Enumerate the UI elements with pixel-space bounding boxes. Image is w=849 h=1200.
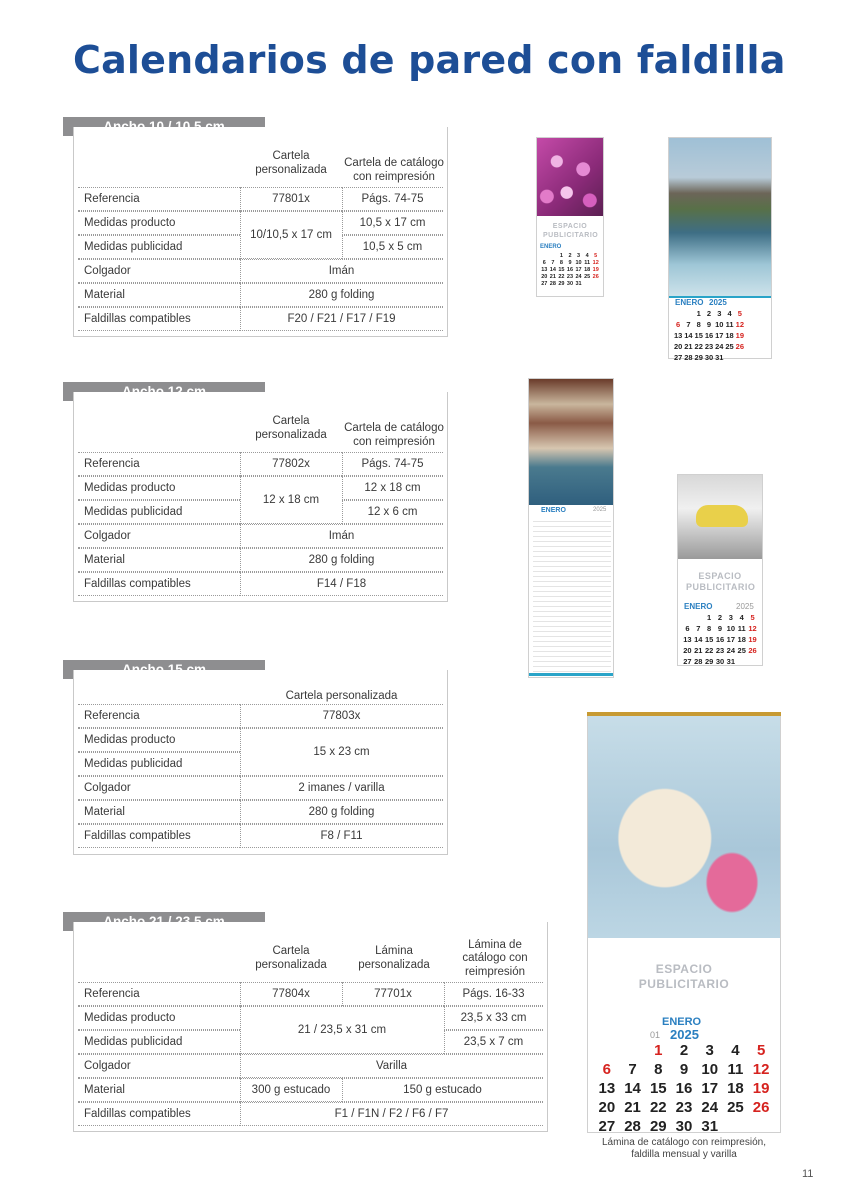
column-header: Cartela personalizada	[255, 945, 327, 971]
column-header: Cartela personalizada	[255, 415, 327, 441]
calendar-month: ENERO	[662, 1016, 702, 1028]
row-label: Faldillas compatibles	[78, 572, 240, 596]
row-label: Material	[78, 800, 240, 824]
calendar-month: ENERO	[541, 507, 566, 514]
row-label: Colgador	[78, 776, 240, 800]
row-label: Colgador	[78, 524, 240, 548]
column-header: Lámina de catálogo con reimpresión	[462, 938, 528, 978]
calendar-month: ENERO	[684, 602, 713, 611]
calendar-month: ENERO	[540, 244, 562, 250]
row-label: Referencia	[78, 452, 240, 476]
spec-table	[73, 392, 448, 602]
row-label: Medidas publicidad	[78, 752, 240, 776]
spec-table	[73, 670, 448, 855]
cell-value: 77804x	[240, 982, 342, 1006]
column-header: Lámina personalizada	[358, 945, 430, 971]
calendar-grid: 1 2 3 4 5 6 7 8 9 10 11 12 13 14 15 16 17 18 19 20 21 22 23 24 25 26 27 28 29 30 31	[598, 1042, 770, 1135]
cell-value: Págs. 16-33	[444, 982, 543, 1006]
cell-value: 150 g estucado	[342, 1078, 543, 1102]
column-divider	[342, 982, 343, 1006]
row-label: Colgador	[78, 1054, 240, 1078]
calendar-month-number: 01	[650, 1030, 661, 1040]
column-header: Cartela personalizada	[255, 150, 327, 176]
cell-value: F20 / F21 / F17 / F19	[240, 307, 443, 331]
image-caption: Lámina de catálogo con reimpresión, faldilla mensual y varilla	[602, 1137, 766, 1160]
calendar-grid: 1 2 3 4 5 6 7 8 9 10 11 12 13 14 15 16 17 18 19 20 21 22 23 24 25 26 27 28 29 30 31	[541, 253, 599, 287]
row-label: Faldillas compatibles	[78, 824, 240, 848]
dog-photo	[588, 716, 780, 938]
cell-value: 77801x	[240, 187, 342, 211]
row-label: Referencia	[78, 982, 240, 1006]
cell-value: Varilla	[240, 1054, 543, 1078]
cell-value: Imán	[240, 524, 443, 548]
spec-table	[73, 922, 548, 1132]
row-label: Medidas producto	[78, 211, 240, 235]
row-label: Medidas publicidad	[78, 235, 240, 259]
sample-calendar-dog	[587, 713, 781, 1133]
cell-value: 23,5 x 33 cm	[444, 1006, 543, 1030]
cell-value: 300 g estucado	[240, 1078, 342, 1102]
row-label: Material	[78, 1078, 240, 1102]
cell-value: F14 / F18	[240, 572, 443, 596]
car-shape	[696, 505, 748, 527]
cell-value-merged: 15 x 23 cm	[240, 728, 443, 776]
column-divider	[342, 452, 343, 524]
row-label: Medidas producto	[78, 1006, 240, 1030]
cell-value-merged: 10/10,5 x 17 cm	[240, 211, 342, 259]
flower-photo	[537, 138, 603, 216]
cell-value: Imán	[240, 259, 443, 283]
cell-value: 10,5 x 17 cm	[342, 211, 443, 235]
calendar-grid: 1 2 3 4 5 6 7 8 9 10 11 12 13 14 15 16 17 18 19 20 21 22 23 24 25 26 27 28 29 30 31	[683, 613, 757, 666]
calendar-month: ENERO	[675, 298, 704, 307]
cell-value: 280 g folding	[240, 800, 443, 824]
row-label: Colgador	[78, 259, 240, 283]
cell-value: 77803x	[240, 704, 443, 728]
castle-photo	[669, 138, 771, 296]
cell-value: 280 g folding	[240, 548, 443, 572]
calendar-year: 2025	[593, 507, 607, 513]
cell-value-merged: 21 / 23,5 x 31 cm	[240, 1006, 444, 1054]
cell-value: 280 g folding	[240, 283, 443, 307]
cell-value: 2 imanes / varilla	[240, 776, 443, 800]
row-label: Faldillas compatibles	[78, 1102, 240, 1126]
row-label: Medidas producto	[78, 476, 240, 500]
cell-value-merged: 12 x 18 cm	[240, 476, 342, 524]
cell-value: Págs. 74-75	[342, 452, 443, 476]
calendar-grid: 1 2 3 4 5 6 7 8 9 10 11 12 13 14 15 16 17 18 19 20 21 22 23 24 25 26 27 28 29 30 31	[673, 309, 745, 362]
row-label: Medidas publicidad	[78, 500, 240, 524]
column-header: Cartela de catálogo con reimpresión	[344, 422, 444, 448]
column-divider	[240, 187, 241, 331]
row-label: Medidas publicidad	[78, 1030, 240, 1054]
cell-value: 23,5 x 7 cm	[444, 1030, 543, 1054]
cell-value: 12 x 18 cm	[342, 476, 443, 500]
sample-calendar-flower	[536, 137, 604, 297]
espacio-publicitario-label: ESPACIO PUBLICITARIO	[686, 571, 756, 592]
cell-value: F8 / F11	[240, 824, 443, 848]
row-label: Medidas producto	[78, 728, 240, 752]
espacio-publicitario-label: ESPACIO PUBLICITARIO	[638, 962, 730, 991]
column-divider	[342, 187, 343, 259]
calendar-year: 2025	[736, 602, 754, 611]
cell-value: Págs. 74-75	[342, 187, 443, 211]
spec-table	[73, 127, 448, 337]
column-divider	[240, 704, 241, 848]
page-title: Calendarios de pared con faldilla	[73, 38, 786, 82]
cell-value: 77701x	[342, 982, 444, 1006]
sample-calendar-castle	[668, 137, 772, 362]
shop-photo	[529, 379, 613, 505]
calendar-year: 2025	[709, 298, 727, 307]
calendar-year: 2025	[670, 1027, 699, 1042]
cell-value: 10,5 x 5 cm	[342, 235, 443, 259]
column-header: Cartela personalizada	[285, 690, 398, 702]
blue-bar	[529, 673, 613, 676]
espacio-publicitario-label: ESPACIO PUBLICITARIO	[543, 223, 599, 239]
car-photo	[678, 475, 762, 559]
column-header: Cartela de catálogo con reimpresión	[344, 157, 444, 183]
row-label: Material	[78, 548, 240, 572]
row-label: Referencia	[78, 704, 240, 728]
sample-calendar-car	[677, 474, 763, 666]
sample-calendar-shop	[528, 378, 614, 678]
column-divider	[240, 452, 241, 596]
cell-value: 12 x 6 cm	[342, 500, 443, 524]
cell-value: F1 / F1N / F2 / F6 / F7	[240, 1102, 543, 1126]
row-label: Referencia	[78, 187, 240, 211]
row-label: Material	[78, 283, 240, 307]
column-divider	[240, 982, 241, 1126]
daily-list	[533, 517, 611, 672]
row-label: Faldillas compatibles	[78, 307, 240, 331]
page-number: 11	[802, 1168, 814, 1180]
column-divider	[342, 1078, 343, 1102]
column-divider	[444, 982, 445, 1054]
cell-value: 77802x	[240, 452, 342, 476]
